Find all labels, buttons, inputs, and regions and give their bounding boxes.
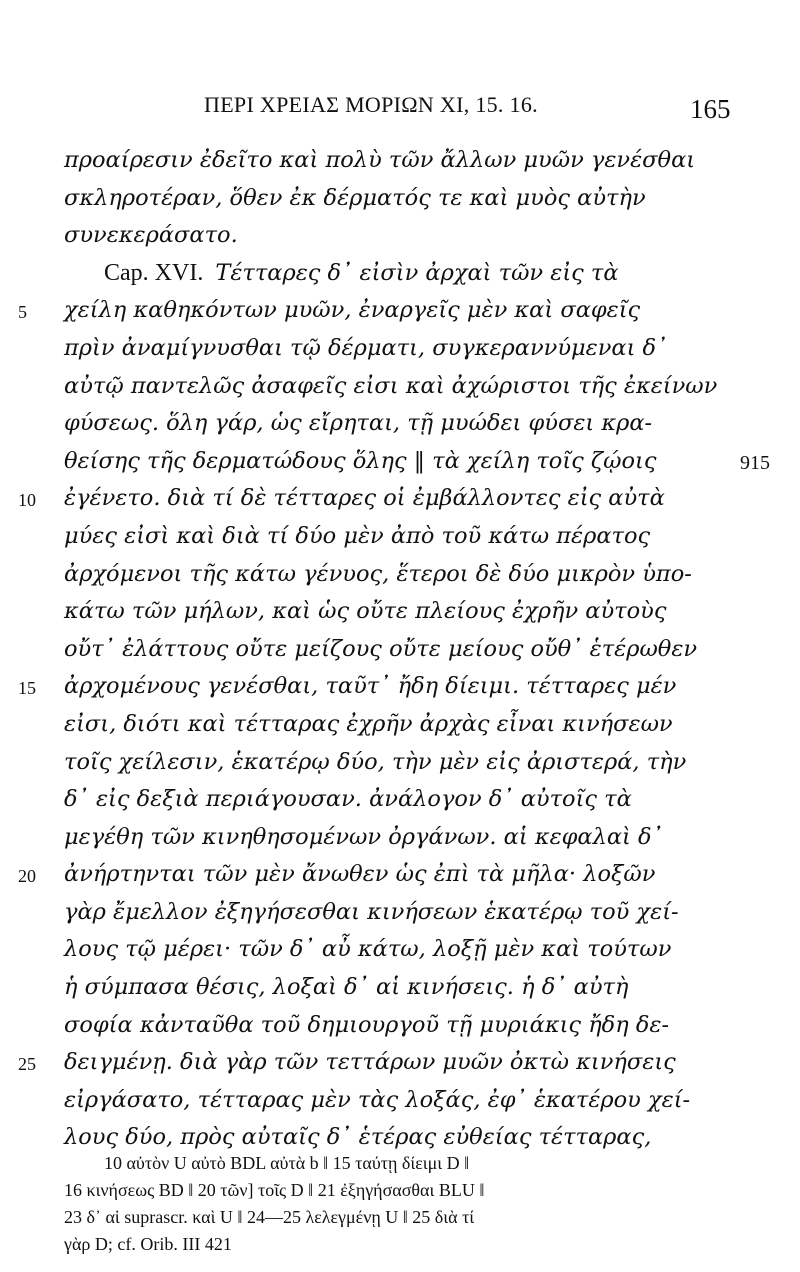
- text-line: [0, 819, 800, 857]
- line-text: ἀνήρτηνται τῶν μὲν ἄνωθεν ὡς ἐπὶ τὰ μῆλα· λοξῶν: [64, 861, 656, 888]
- line-text: τοῖς χείλεσιν, ἑκατέρῳ δύο, τὴν μὲν εἰς ἀριστερά, τὴν: [64, 748, 687, 775]
- line-text: πρὶν ἀναμίγνυσθαι τῷ δέρματι, συγκεραννύμεναι δ᾽: [64, 334, 668, 361]
- text-line: [0, 931, 800, 969]
- chapter-opening-text: Τέτταρες δ᾽ εἰσὶν ἀρχαὶ τῶν εἰς τὰ: [215, 259, 619, 286]
- line-number: 15: [18, 678, 36, 699]
- line-number: 25: [18, 1054, 36, 1075]
- critical-apparatus: [0, 1150, 800, 1258]
- line-text: ἡ σύμπασα θέσις, λοξαὶ δ᾽ αἱ κινήσεις. ἡ δ᾽ αὐτὴ: [64, 974, 629, 1001]
- line-text: λους τῷ μέρει· τῶν δ᾽ αὖ κάτω, λοξῇ μὲν καὶ τούτων: [64, 936, 672, 963]
- line-text: συνεκεράσατο.: [64, 222, 238, 249]
- footnote-line: [0, 1231, 800, 1258]
- text-line: [0, 969, 800, 1007]
- text-line: [0, 405, 800, 443]
- text-line: [0, 593, 800, 631]
- text-line: [0, 668, 800, 706]
- footnote-line: [0, 1177, 800, 1204]
- line-text: γὰρ ἔμελλον ἐξηγήσεσθαι κινήσεων ἑκατέρῳ τοῦ χεί-: [64, 898, 679, 925]
- footnote-line: [0, 1150, 800, 1177]
- line-text: ἐγένετο. διὰ τί δὲ τέτταρες οἱ ἐμβάλλοντες εἰς αὐτὰ: [64, 485, 665, 512]
- line-text: ἀρχόμενοι τῆς κάτω γένυος, ἕτεροι δὲ δύο μικρὸν ὑπο-: [64, 560, 692, 587]
- text-line: [0, 1007, 800, 1045]
- text-line: [0, 180, 800, 218]
- margin-page-reference: 915: [740, 451, 770, 474]
- running-title: ΠΕΡΙ ΧΡΕΙΑΣ ΜΟΡΙΩΝ XI, 15. 16.: [204, 92, 538, 117]
- line-text: οὔτ᾽ ἐλάττους οὔτε μείζους οὔτε μείους οὔθ᾽ ἑτέρωθεν: [64, 635, 698, 662]
- line-text: δειγμένῃ. διὰ γὰρ τῶν τεττάρων μυῶν ὀκτὼ κινήσεις: [64, 1049, 676, 1076]
- main-text: [0, 142, 800, 1157]
- line-text: θείσης τῆς δερματώδους ὅλης ‖ τὰ χείλη τοῖς ζῴοις: [64, 447, 657, 474]
- line-number: 5: [18, 302, 27, 323]
- line-text: σοφία κἀνταῦθα τοῦ δημιουργοῦ τῇ μυριάκις ἤδη δε-: [64, 1011, 670, 1038]
- text-line: [0, 368, 800, 406]
- line-text: εἰργάσατο, τέτταρας μὲν τὰς λοξάς, ἐφ᾽ ἑκατέρου χεί-: [64, 1086, 691, 1113]
- text-line: [0, 443, 800, 481]
- line-text: φύσεως. ὅλη γάρ, ὡς εἴρηται, τῇ μυώδει φύσει κρα-: [64, 410, 653, 437]
- text-line: [0, 1082, 800, 1120]
- line-text: [104, 255, 619, 293]
- line-number: 20: [18, 866, 36, 887]
- text-line: [0, 518, 800, 556]
- text-line: [0, 480, 800, 518]
- line-text: εἰσι, διότι καὶ τέτταρας ἐχρῆν ἀρχὰς εἶναι κινήσεων: [64, 710, 673, 737]
- text-line: [0, 706, 800, 744]
- footnote-line: [0, 1204, 800, 1231]
- text-line: [0, 894, 800, 932]
- line-text: προαίρεσιν ἐδεῖτο καὶ πολὺ τῶν ἄλλων μυῶν γενέσθαι: [64, 147, 696, 173]
- text-line: [0, 142, 800, 180]
- text-line: [0, 1044, 800, 1082]
- text-line: [0, 856, 800, 894]
- text-line: [0, 217, 800, 255]
- footnote-text: γὰρ D; cf. Orib. III 421: [64, 1234, 232, 1254]
- text-line: [0, 781, 800, 819]
- footnote-text: 23 δ᾽ αἱ suprascr. καὶ U ‖ 24—25 λελεγμένῃ U ‖ 25 διὰ τί: [64, 1207, 475, 1227]
- line-number: 10: [18, 490, 36, 511]
- text-line: [0, 330, 800, 368]
- page-number: 165: [690, 94, 731, 124]
- footnote-text: 16 κινήσεως BD ‖ 20 τῶν] τοῖς D ‖ 21 ἐξηγήσασθαι BLU ‖: [64, 1180, 485, 1200]
- line-text: χείλη καθηκόντων μυῶν, ἐναργεῖς μὲν καὶ σαφεῖς: [64, 297, 641, 324]
- text-line: [0, 292, 800, 330]
- line-text: κάτω τῶν μήλων, καὶ ὡς οὔτε πλείους ἐχρῆν αὐτοὺς: [64, 598, 667, 625]
- text-line: [0, 631, 800, 669]
- line-text: μύες εἰσὶ καὶ διὰ τί δύο μὲν ἀπὸ τοῦ κάτω πέρατος: [64, 522, 651, 549]
- line-text: σκληροτέραν, ὅθεν ἐκ δέρματός τε καὶ μυὸς αὐτὴν: [64, 184, 646, 211]
- line-text: λους δύο, πρὸς αὐταῖς δ᾽ ἑτέρας εὐθείας τέτταρας,: [64, 1124, 652, 1151]
- chapter-label: Cap. XVI.: [104, 259, 204, 286]
- text-line: [0, 556, 800, 594]
- line-text: αὐτῷ παντελῶς ἀσαφεῖς εἰσι καὶ ἀχώριστοι τῆς ἐκείνων: [64, 372, 718, 399]
- line-text: μεγέθη τῶν κινηθησομένων ὀργάνων. αἱ κεφαλαὶ δ᾽: [64, 823, 663, 850]
- line-text: δ᾽ εἰς δεξιὰ περιάγουσαν. ἀνάλογον δ᾽ αὐτοῖς τὰ: [64, 786, 632, 813]
- text-line: [0, 255, 800, 293]
- text-line: [0, 744, 800, 782]
- line-text: ἀρχομένους γενέσθαι, ταῦτ᾽ ἤδη δίειμι. τέτταρες μέν: [64, 673, 677, 700]
- footnote-text: 10 αὐτὸν U αὐτὸ BDL αὐτὰ b ‖ 15 ταύτῃ δίειμι D ‖: [104, 1153, 470, 1173]
